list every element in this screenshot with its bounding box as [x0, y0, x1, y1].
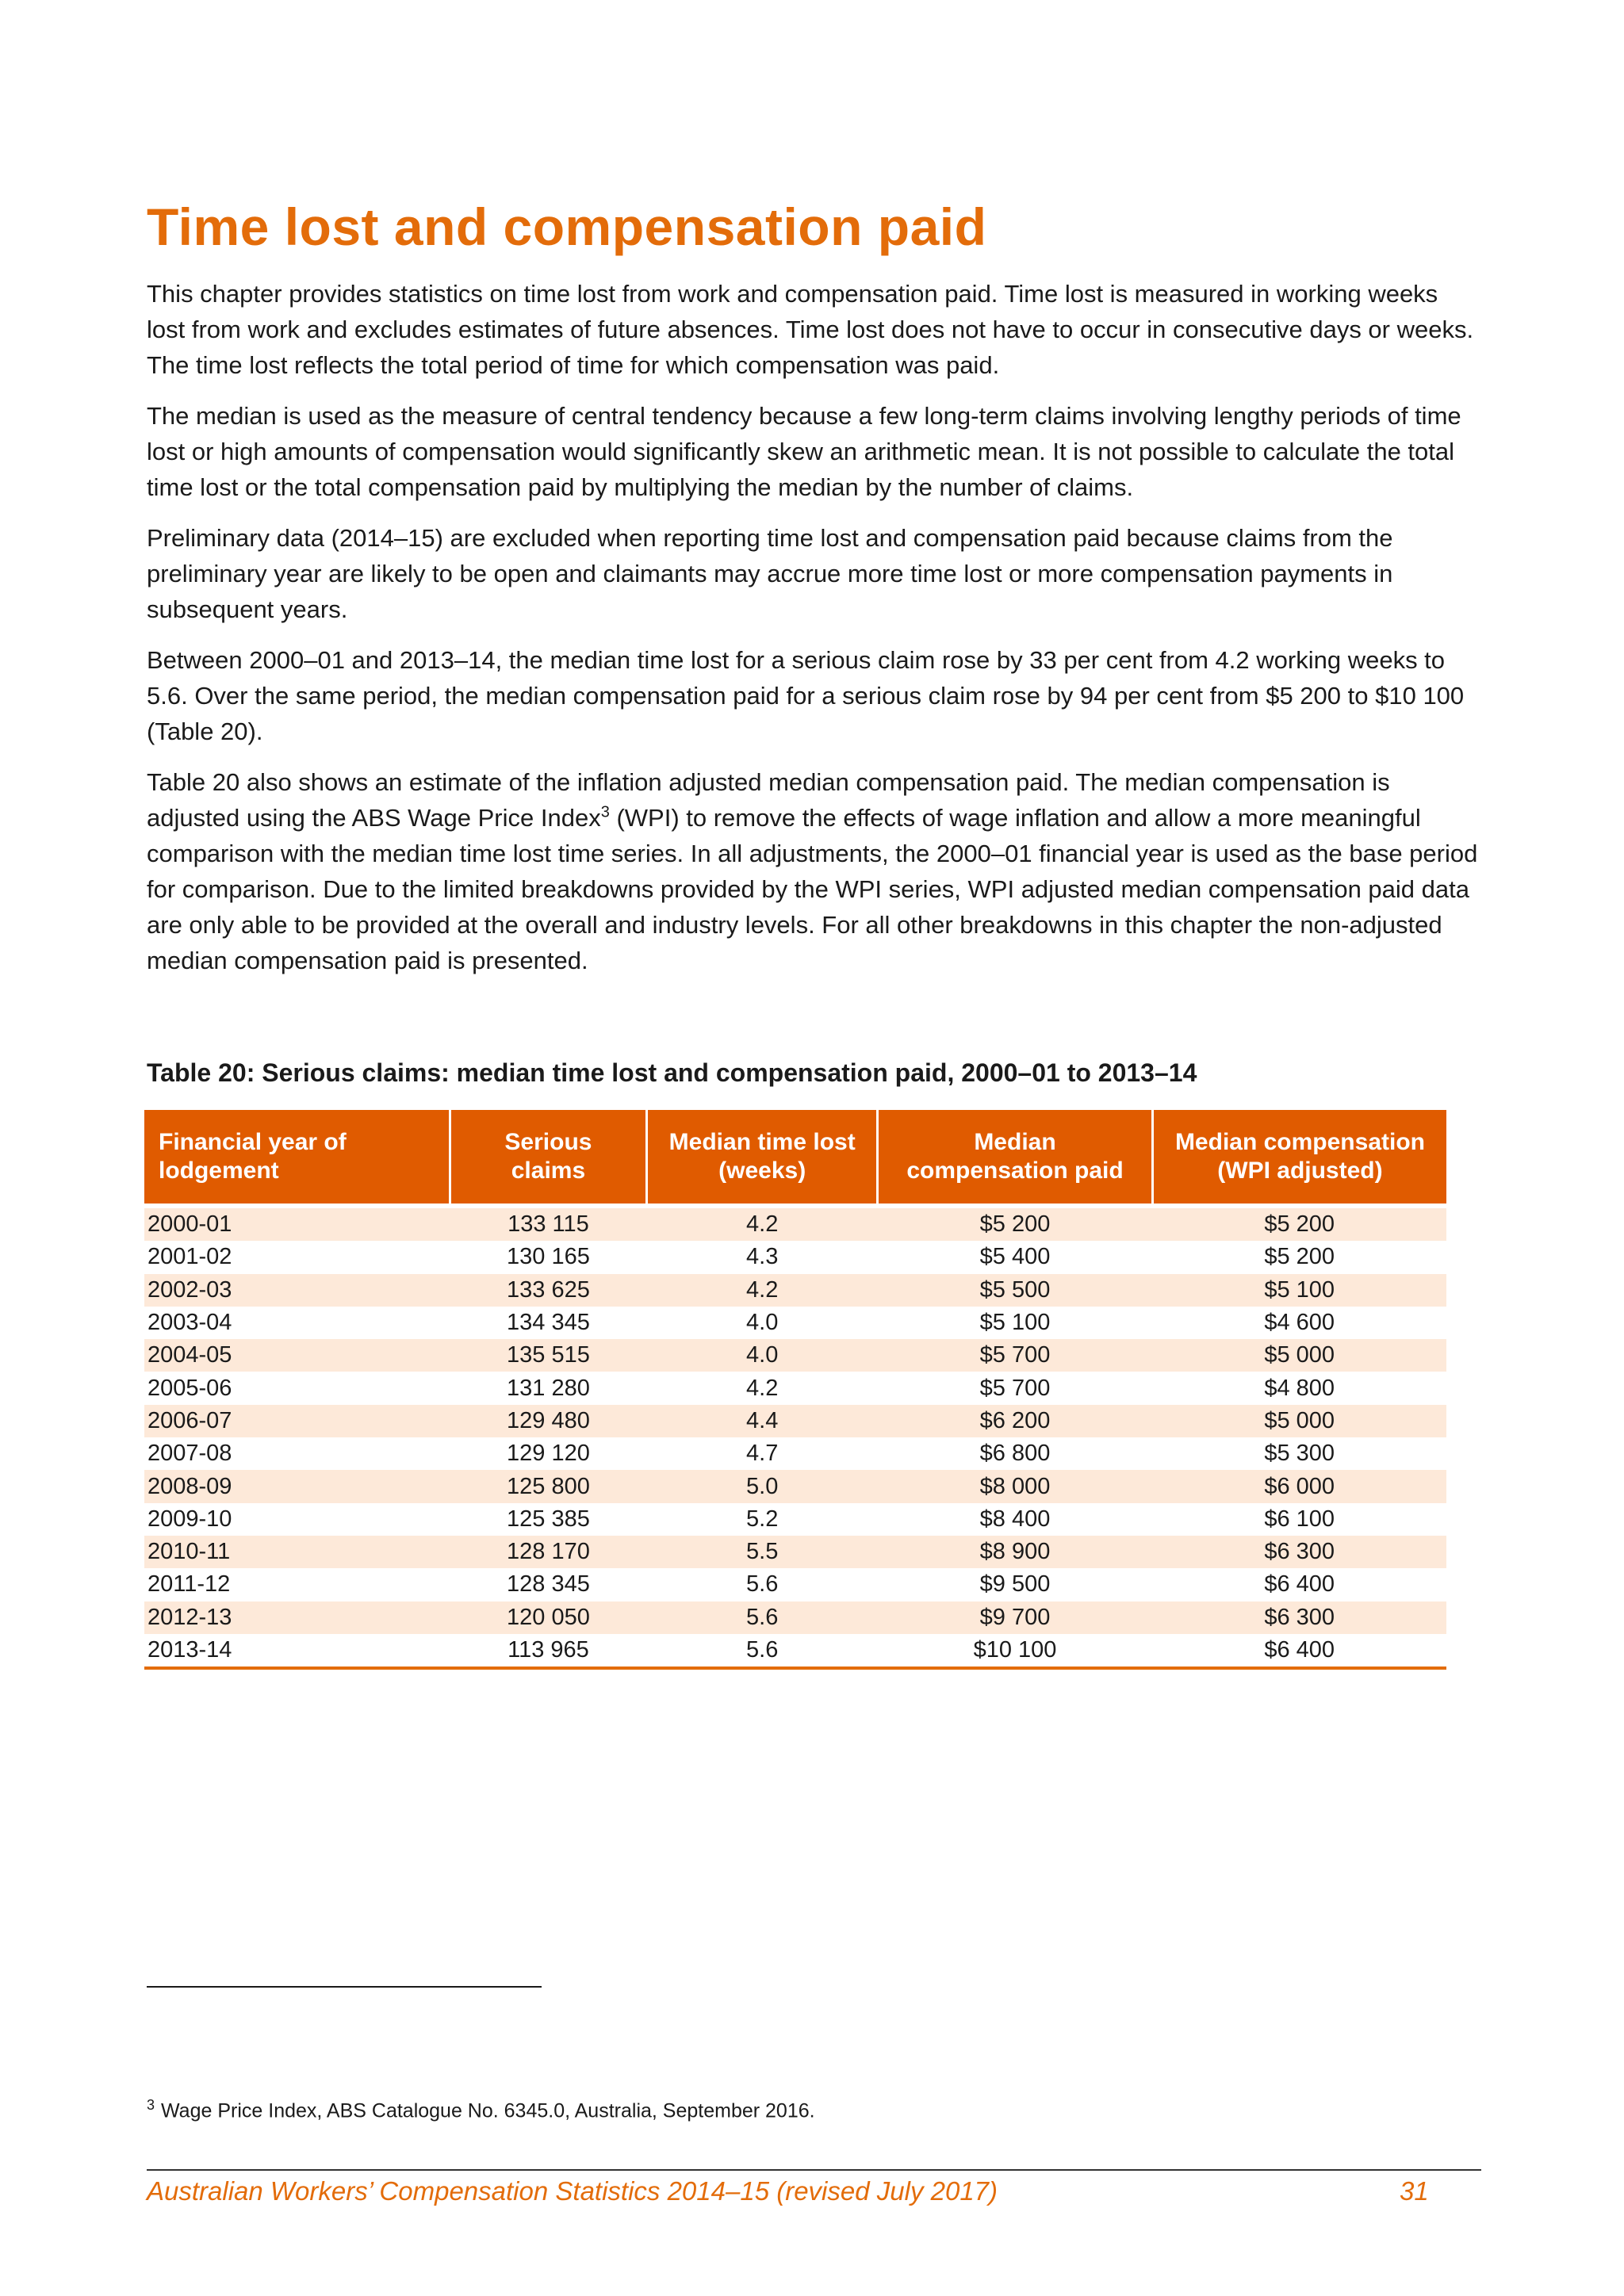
page-number: 31: [1400, 2176, 1429, 2206]
cell-year: 2008-09: [144, 1470, 450, 1502]
cell-time-lost: 5.6: [647, 1568, 878, 1601]
cell-compensation: $5 700: [878, 1339, 1153, 1372]
table-row: [144, 1601, 1446, 1634]
cell-claims: 125 800: [450, 1470, 647, 1502]
header-text: Median: [974, 1129, 1056, 1155]
cell-time-lost: 4.0: [647, 1307, 878, 1339]
header-text: (weeks): [718, 1158, 806, 1184]
cell-time-lost: 5.5: [647, 1536, 878, 1568]
cell-claims: 133 625: [450, 1274, 647, 1307]
cell-compensation-wpi: $6 300: [1152, 1536, 1446, 1568]
table-row: [144, 1274, 1446, 1307]
cell-compensation-wpi: $5 100: [1152, 1274, 1446, 1307]
cell-year: 2013-14: [144, 1634, 450, 1668]
cell-time-lost: 4.3: [647, 1241, 878, 1273]
table-header-row: [144, 1110, 1446, 1206]
header-text: claims: [511, 1158, 586, 1184]
data-table: [144, 1110, 1446, 1670]
footnote: [147, 2097, 815, 2122]
header-text: Median time lost: [668, 1129, 856, 1155]
footnote-text: Wage Price Index, ABS Catalogue No. 6345.0, Australia, September 2016.: [161, 2099, 815, 2122]
cell-compensation-wpi: $6 400: [1152, 1568, 1446, 1601]
header-median-compensation-wpi: [1152, 1110, 1446, 1206]
cell-compensation: $5 100: [878, 1307, 1153, 1339]
cell-time-lost: 5.6: [647, 1601, 878, 1634]
cell-compensation-wpi: $6 100: [1152, 1503, 1446, 1536]
cell-compensation: $8 000: [878, 1470, 1153, 1502]
table-row: [144, 1568, 1446, 1601]
cell-claims: 129 480: [450, 1405, 647, 1437]
cell-compensation-wpi: $4 600: [1152, 1307, 1446, 1339]
table-row: [144, 1634, 1446, 1668]
cell-time-lost: 4.2: [647, 1206, 878, 1241]
footer-divider: [147, 2169, 1481, 2171]
table-row: [144, 1470, 1446, 1502]
header-text: Median compensation: [1174, 1129, 1425, 1155]
cell-compensation-wpi: $5 200: [1152, 1206, 1446, 1241]
cell-claims: 133 115: [450, 1206, 647, 1241]
paragraph-2: The median is used as the measure of central tendency because a few long-term claims involving lengthy periods of time lost or high amounts of compensation would significantly skew an arithmetic mean. It is not possible to calculate the total time lost or the total compensation paid by multiplying the median by the number of claims.: [147, 402, 1461, 501]
cell-compensation: $5 200: [878, 1206, 1153, 1241]
cell-compensation: $6 800: [878, 1437, 1153, 1470]
header-text: Financial year of: [159, 1129, 347, 1155]
cell-compensation: $8 900: [878, 1536, 1153, 1568]
cell-compensation: $5 400: [878, 1241, 1153, 1273]
cell-time-lost: 4.2: [647, 1372, 878, 1404]
cell-year: 2010-11: [144, 1536, 450, 1568]
cell-claims: 129 120: [450, 1437, 647, 1470]
table-row: [144, 1536, 1446, 1568]
cell-compensation-wpi: $4 800: [1152, 1372, 1446, 1404]
paragraph-3: Preliminary data (2014–15) are excluded when reporting time lost and compensation paid because claims from the preliminary year are likely to be open and claimants may accrue more time lost or more compensation payments in subsequent years.: [147, 524, 1393, 623]
cell-compensation: $9 500: [878, 1568, 1153, 1601]
cell-compensation: $9 700: [878, 1601, 1153, 1634]
table-row: [144, 1307, 1446, 1339]
cell-compensation: $8 400: [878, 1503, 1153, 1536]
cell-claims: 120 050: [450, 1601, 647, 1634]
cell-year: 2005-06: [144, 1372, 450, 1404]
cell-compensation-wpi: $6 000: [1152, 1470, 1446, 1502]
table-row: [144, 1372, 1446, 1404]
cell-compensation-wpi: $5 000: [1152, 1405, 1446, 1437]
paragraph-5-part-2: (WPI) to remove the effects of wage inflation and allow a more meaningful comparison with the median time lost time series. In all adjustments, the 2000–01 financial year is used as the base period for comparison. Due to the limited breakdowns provided by the WPI series, WPI adjusted median compensation paid data are only able to be provided at the overall and industry levels. For all other breakdowns in this chapter the non-adjusted median compensation paid is presented.: [147, 804, 1478, 974]
footer-title: Australian Workers’ Compensation Statistics 2014–15 (revised July 2017): [147, 2176, 998, 2206]
cell-compensation-wpi: $5 200: [1152, 1241, 1446, 1273]
cell-year: 2009-10: [144, 1503, 450, 1536]
paragraph-4: Between 2000–01 and 2013–14, the median time lost for a serious claim rose by 33 per cent from 4.2 working weeks to 5.6. Over the same period, the median compensation paid for a serious claim rose by 94 per cent from $5 200 to $10 100 (Table 20).: [147, 646, 1465, 745]
header-median-compensation: [878, 1110, 1153, 1206]
cell-year: 2006-07: [144, 1405, 450, 1437]
cell-compensation: $5 700: [878, 1372, 1153, 1404]
table-row: [144, 1503, 1446, 1536]
cell-compensation: $10 100: [878, 1634, 1153, 1668]
cell-claims: 131 280: [450, 1372, 647, 1404]
cell-claims: 128 345: [450, 1568, 647, 1601]
footnote-mark: 3: [147, 2097, 155, 2113]
cell-claims: 134 345: [450, 1307, 647, 1339]
cell-claims: 113 965: [450, 1634, 647, 1668]
cell-claims: 135 515: [450, 1339, 647, 1372]
cell-year: 2007-08: [144, 1437, 450, 1470]
cell-year: 2011-12: [144, 1568, 450, 1601]
header-text: lodgement: [159, 1158, 279, 1184]
footnote-reference[interactable]: 3: [600, 803, 610, 821]
paragraph-5: [147, 764, 1479, 978]
cell-compensation: $6 200: [878, 1405, 1153, 1437]
header-text: (WPI adjusted): [1217, 1158, 1383, 1184]
header-text: compensation paid: [906, 1158, 1124, 1184]
cell-compensation: $5 500: [878, 1274, 1153, 1307]
cell-claims: 130 165: [450, 1241, 647, 1273]
cell-year: 2002-03: [144, 1274, 450, 1307]
footnote-divider: [147, 1986, 542, 1988]
table-row: [144, 1405, 1446, 1437]
cell-time-lost: 5.2: [647, 1503, 878, 1536]
cell-time-lost: 4.4: [647, 1405, 878, 1437]
cell-year: 2000-01: [144, 1206, 450, 1241]
table-row: [144, 1437, 1446, 1470]
cell-time-lost: 4.7: [647, 1437, 878, 1470]
paragraph-1: This chapter provides statistics on time lost from work and compensation paid. Time lost is measured in working weeks lost from work and excludes estimates of future absences. Time lost does not have to occur in consecutive days or weeks. The time lost reflects the total period of time for which compensation was paid.: [147, 280, 1474, 379]
cell-claims: 125 385: [450, 1503, 647, 1536]
cell-time-lost: 5.6: [647, 1634, 878, 1668]
cell-compensation-wpi: $5 300: [1152, 1437, 1446, 1470]
table-row: [144, 1241, 1446, 1273]
table-row: [144, 1339, 1446, 1372]
page-title: Time lost and compensation paid: [147, 197, 987, 256]
cell-year: 2001-02: [144, 1241, 450, 1273]
table-row: [144, 1206, 1446, 1241]
cell-year: 2004-05: [144, 1339, 450, 1372]
cell-time-lost: 4.2: [647, 1274, 878, 1307]
cell-compensation-wpi: $5 000: [1152, 1339, 1446, 1372]
cell-claims: 128 170: [450, 1536, 647, 1568]
cell-time-lost: 5.0: [647, 1470, 878, 1502]
body-text: [147, 276, 1479, 993]
cell-compensation-wpi: $6 300: [1152, 1601, 1446, 1634]
cell-compensation-wpi: $6 400: [1152, 1634, 1446, 1668]
cell-time-lost: 4.0: [647, 1339, 878, 1372]
cell-year: 2012-13: [144, 1601, 450, 1634]
paragraph-5-part-1: Table 20 also shows an estimate of the inflation adjusted median compensation paid. The median compensation is adjusted using the ABS Wage Price Index: [147, 768, 1390, 832]
cell-year: 2003-04: [144, 1307, 450, 1339]
header-serious-claims: [450, 1110, 647, 1206]
header-financial-year: [144, 1110, 450, 1206]
header-text: Serious: [504, 1129, 592, 1155]
table-caption: Table 20: Serious claims: median time lost and compensation paid, 2000–01 to 2013–14: [147, 1058, 1197, 1087]
header-median-time-lost: [647, 1110, 878, 1206]
